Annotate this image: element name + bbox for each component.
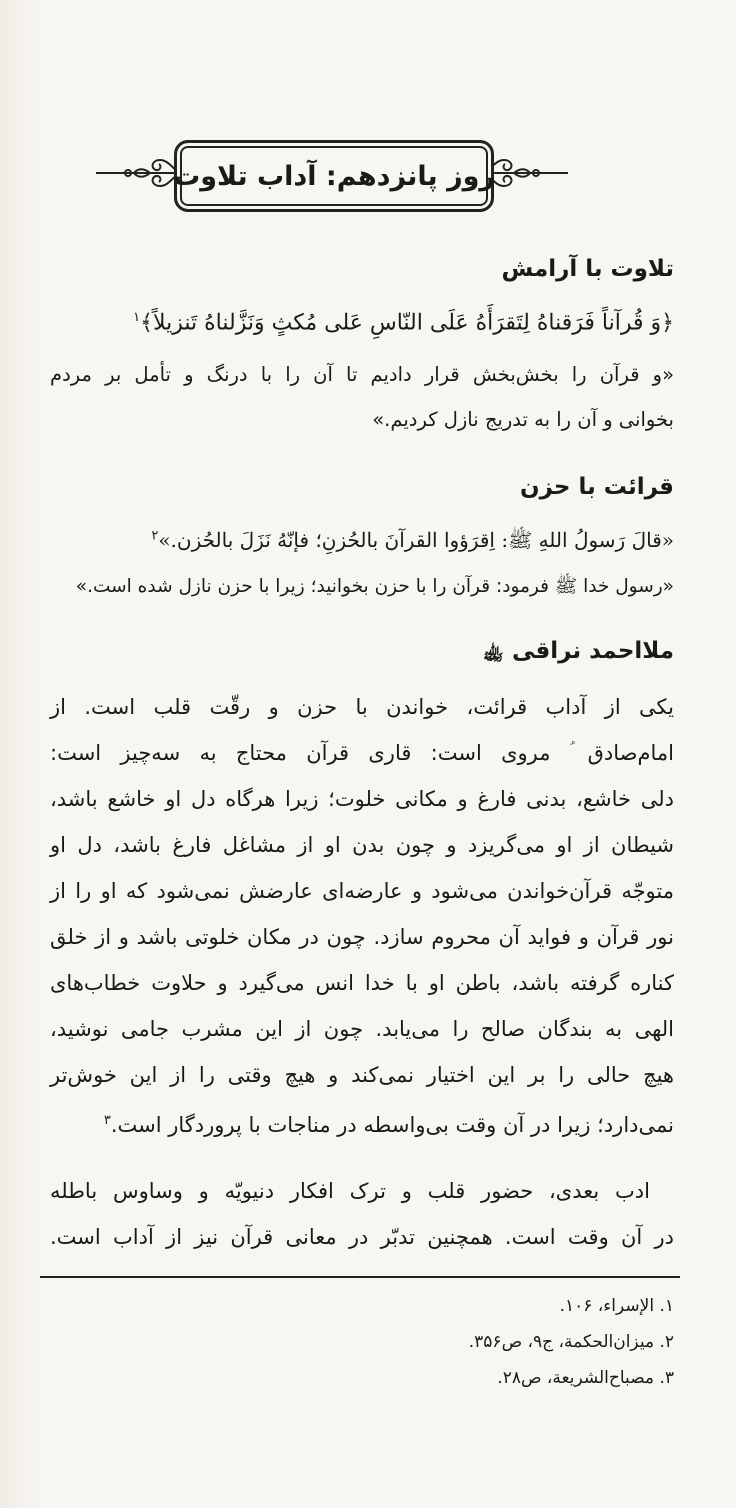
- body-line-text: نمی‌دارد؛ زیرا در آن وقت بی‌واسطه در مناجات با پروردگار است.: [110, 1113, 674, 1137]
- footnote-3: ۳. مصباح‌الشریعة، ص۲۸.: [497, 1368, 674, 1388]
- hadith-text: «قالَ رَسولُ اللهِ ﷺ: اِقرَؤوا القرآنَ بالحُزنِ؛ فإنّهُ نَزَلَ بالحُزن.»: [158, 528, 674, 552]
- body-paragraph-1: [50, 684, 674, 1148]
- body-line: هیچ حالی را بر این اختیار نمی‌کند و هیچ وقتی را از این خوش‌تر: [50, 1063, 674, 1087]
- translation-line-1: «و قرآن را بخش‌بخش قرار دادیم تا آن را با درنگ و تأمل بر مردم: [50, 363, 674, 386]
- footnote-divider: [40, 1276, 680, 1278]
- quran-verse: [50, 310, 674, 335]
- title-box: [174, 140, 494, 212]
- hadith-translation: «رسول خدا ﷺ فرمود: قرآن را با حزن بخوانید؛ زیرا با حزن نازل شده است.»: [75, 576, 674, 597]
- body-line: یکی از آداب قرائت، خواندن با حزن و رقّت قلب است. از: [50, 695, 674, 719]
- translation-line-2: بخوانی و آن را به تدریج نازل کردیم.»: [372, 408, 674, 431]
- body-line: شیطان از او می‌گریزد و چون بدن او از مشاغل فارغ باشد، دل او: [50, 833, 674, 857]
- section-heading-1: تلاوت با آرامش: [501, 256, 674, 282]
- chapter-title-banner: [96, 128, 568, 218]
- verse-translation: [50, 352, 674, 442]
- body-line: کناره گرفته باشد، باطن او با خدا انس می‌گیرد و حلاوت خطاب‌های: [50, 971, 674, 995]
- body-line: الهی به بندگان صالح را می‌یابد. چون از این مشرب جامی نوشید،: [50, 1017, 674, 1041]
- footnote-1: ۱. الإسراء، ۱۰۶.: [559, 1296, 674, 1316]
- body-line: ادب بعدی، حضور قلب و ترک افکار دنیویّه و وساوس باطله: [50, 1179, 650, 1203]
- chapter-title: روز پانزدهم: آداب تلاوت: [173, 160, 495, 192]
- body-line: امام‌صادق ؑ مروی است: قاری قرآن محتاج به سه‌چیز است:: [50, 741, 674, 765]
- hadith-footnote-ref: ۲: [151, 528, 159, 544]
- body-footnote-ref: ۳: [103, 1113, 111, 1128]
- section-heading-2: قرائت با حزن: [519, 474, 674, 500]
- verse-text: ﴿وَ قُرآناً فَرَقناهُ لِتَقرَأَهُ عَلَی النّاسِ عَلی مُکثٍ وَنَزَّلناهُ تَنزیلاً﴾: [140, 310, 674, 336]
- body-line: نور قرآن و فواید آن محروم سازد. چون در مکان خلوتی باشد و از خلق: [50, 925, 674, 949]
- body-line: متوجّه قرآن‌خواندن می‌شود و عارضه‌ای عارضش نمی‌شود که او را از: [50, 879, 674, 903]
- hadith-quote: [50, 528, 674, 557]
- body-line-last: [50, 1098, 674, 1148]
- body-line: در آن وقت است. همچنین تدبّر در معانی قرآن نیز از آداب است.: [50, 1225, 674, 1249]
- footnote-2: ۲. میزان‌الحکمة، ج۹، ص۳۵۶.: [468, 1332, 674, 1352]
- body-line: دلی خاشع، بدنی فارغ و مکانی خلوت؛ زیرا هرگاه دل او خاشع باشد،: [50, 787, 674, 811]
- verse-footnote-ref: ۱: [133, 310, 141, 325]
- body-paragraph-2: [50, 1168, 674, 1260]
- section-heading-3: ملااحمد نراقی ﵀: [482, 638, 674, 664]
